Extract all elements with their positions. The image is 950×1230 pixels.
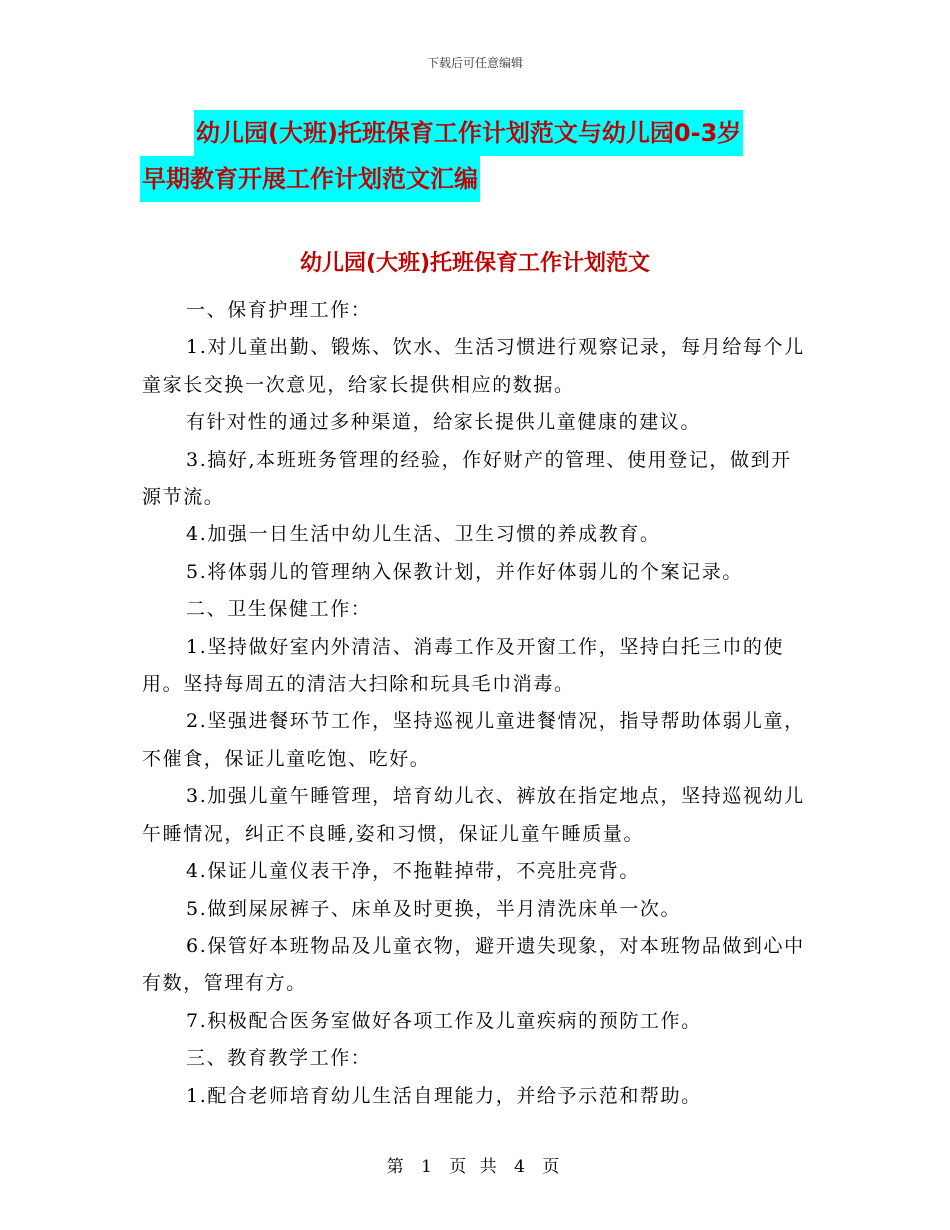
footer-middle: 页 共 [449,1157,501,1177]
paragraph: 4.保证儿童仪表干净，不拖鞋掉带，不亮肚亮背。 [186,860,640,883]
paragraph: 有针对性的通过多种渠道，给家长提供儿童健康的建议。 [186,411,702,434]
paragraph: 5.将体弱儿的管理纳入保教计划，并作好体弱儿的个案记录。 [186,560,743,583]
paragraph: 3.搞好,本班班务管理的经验，作好财产的管理、使用登记，做到开源节流。 [142,448,792,509]
paragraph: 7.积极配合医务室做好各项工作及儿童疾病的预防工作。 [186,1009,702,1032]
paragraph: 2.坚强进餐环节工作，坚持巡视儿童进餐情况，指导帮助体弱儿童，不催食，保证儿童吃饱、吃好。 [142,710,805,770]
section-title: 幼儿园(大班)托班保育工作计划范文 [299,251,651,276]
paragraph: 3.加强儿童午睡管理，培育幼儿衣、裤放在指定地点，坚持巡视幼儿午睡情况，纠正不良睡,姿和习惯，保证儿童午睡质量。 [142,785,805,845]
header-note: 下载后可任意编辑 [426,56,523,70]
paragraph: 一、保育护理工作： [186,299,372,321]
document-title [140,110,810,202]
paragraph: 三、教育教学工作： [186,1047,372,1070]
paragraph: 1.对儿童出勤、锻炼、饮水、生活习惯进行观察记录，每月给每个儿童家长交换一次意见，给家长提供相应的数据。 [142,336,805,396]
paragraph: 5.做到屎尿裤子、床单及时更换，半月清洗床单一次。 [186,897,682,920]
footer-prefix: 第 [386,1157,408,1177]
footer-total-pages: 4 [514,1157,529,1177]
body-text [142,292,810,1115]
paragraph: 6.保管好本班物品及儿童衣物，避开遗失现象，对本班物品做到心中有数，管理有方。 [142,934,805,995]
footer-suffix: 页 [542,1157,564,1177]
paragraph: 4.加强一日生活中幼儿生活、卫生习惯的养成教育。 [186,523,661,546]
title-line-2: 早期教育开展工作计划范文汇编 [140,156,480,202]
page-footer [0,1152,950,1177]
title-line-1: 幼儿园(大班)托班保育工作计划范文与幼儿园0-3岁 [194,110,743,156]
paragraph: 1.坚持做好室内外清洁、消毒工作及开窗工作，坚持白托三巾的使用。坚持每周五的清洁大扫除和玩具毛巾消毒。 [142,635,785,696]
paragraph: 二、卫生保健工作： [186,598,372,621]
paragraph: 1.配合老师培育幼儿生活自理能力，并给予示范和帮助。 [186,1084,702,1107]
footer-page-number: 1 [421,1157,436,1177]
